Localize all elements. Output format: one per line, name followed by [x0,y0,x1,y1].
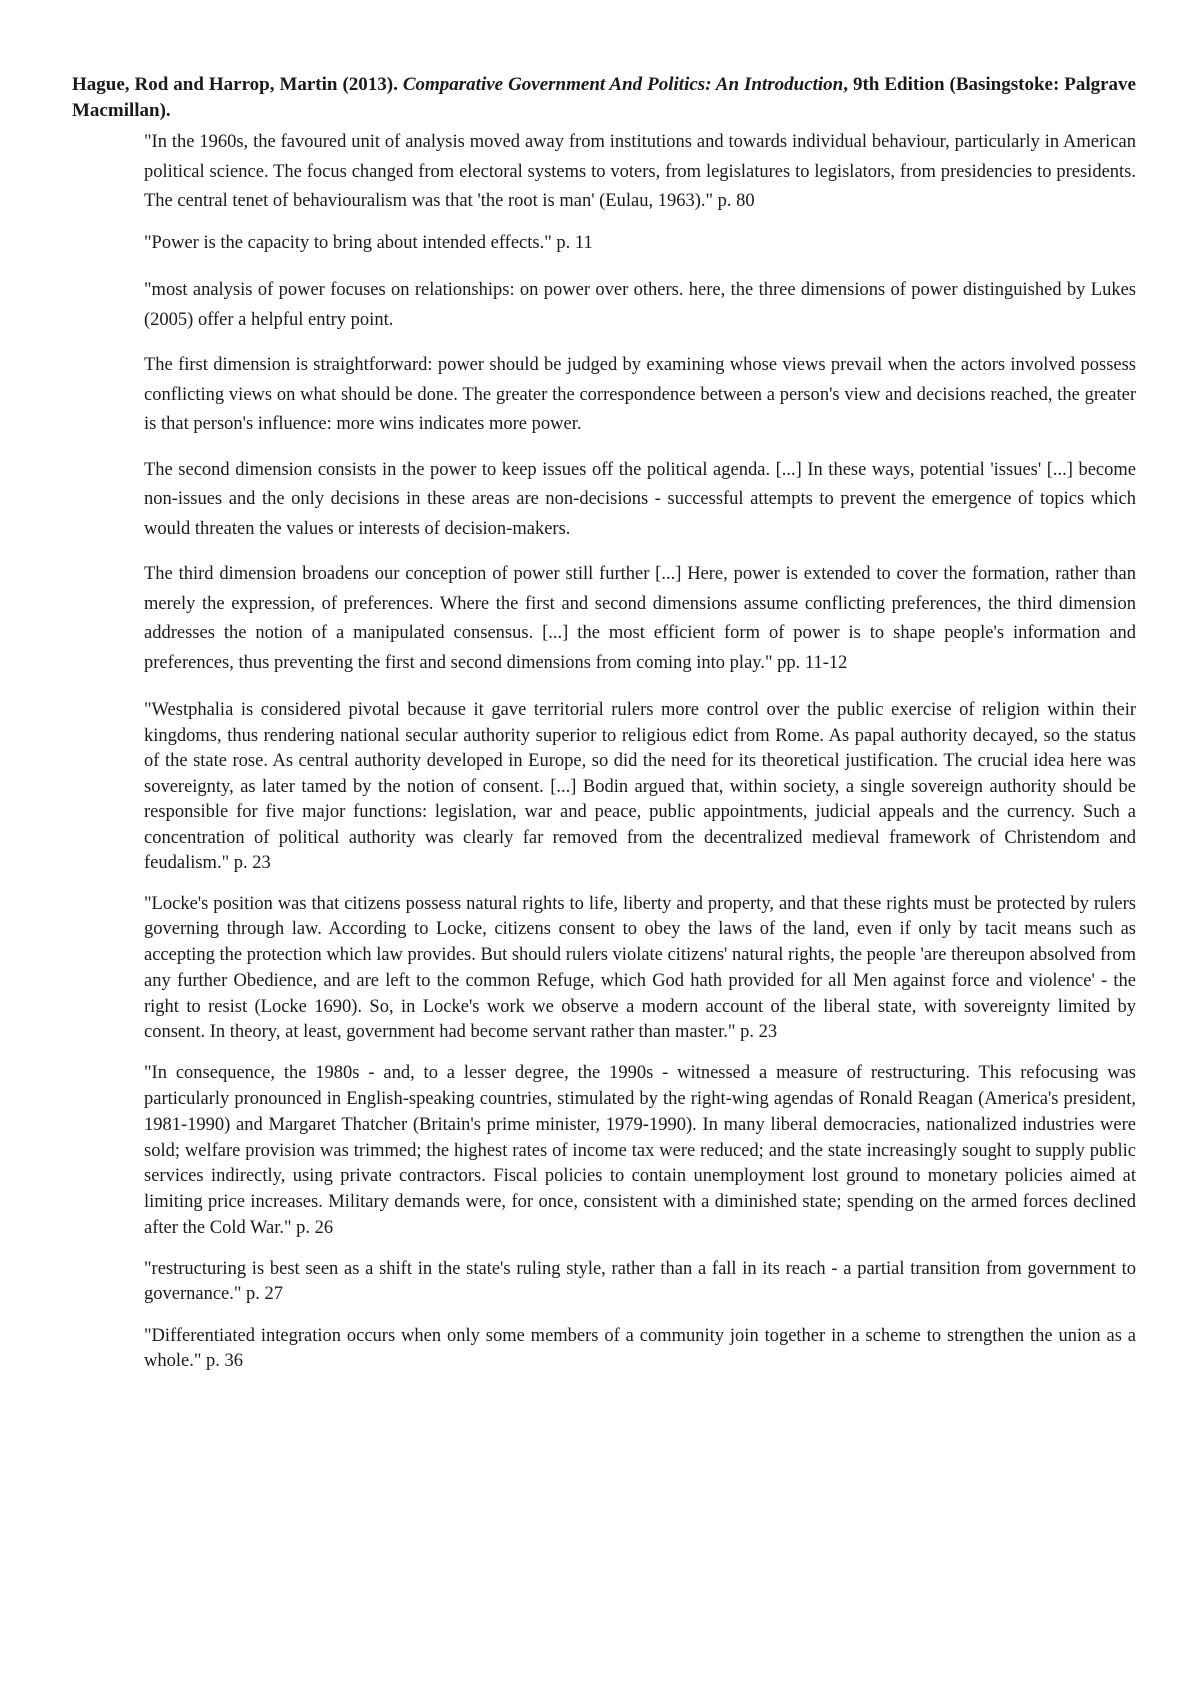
quote-restructuring-1980s: "In consequence, the 1980s - and, to a lesser degree, the 1990s - witnessed a measure of restructuring. This refocusing was particularly pronounced in English-speaking countries, stimulated by the right-wing agendas of Ronald Reagan (America's president, 1981-1990) and Margaret Thatcher (Britain's prime minister, 1979-1990). In many liberal democracies, nationalized industries were sold; welfare provision was trimmed; the highest rates of income tax were reduced; and the state increasingly sought to supply public services indirectly, using private contractors. Fiscal policies to contain unemployment lost ground to monetary policies aimed at limiting price increases. Military demands were, for once, consistent with a diminished state; spending on the armed forces declined after the Cold War." p. 26 [144,1063,1136,1239]
citation-heading [72,72,1136,124]
citation-book-title: Comparative Government And Politics: An Introduction [402,74,844,95]
quote-locke: "Locke's position was that citizens possess natural rights to life, liberty and property, and that these rights must be protected by rulers governing through law. According to Locke, citizens consent to obey the laws of the land, even if only by tacit means such as accepting the protection which law provides. But should rulers violate citizens' natural rights, the people 'are thereupon absolved from any further Obedience, and are left to the common Refuge, which God hath provided for all Men against force and violence' - the right to resist (Locke 1690). So, in Locke's work we observe a modern account of the liberal state, with sovereignty limited by consent. In theory, at least, government had become servant rather than master." p. 23 [144,893,1137,1043]
quote-westphalia: "Westphalia is considered pivotal because it gave territorial rulers more control over the public exercise of religion within their kingdoms, thus rendering national secular authority superior to religious edict from Rome. As papal authority decayed, so the status of the state rose. As central authority developed in Europe, so did the need for its theoretical justification. The crucial idea here was sovereignty, as later tamed by the notion of consent. [...] Bodin argued that, within society, a single sovereign authority should be responsible for five major functions: legislation, war and peace, public appointments, judicial appeals and the currency. Such a concentration of political authority was clearly far removed from the decentralized medieval framework of Christendom and feudalism." p. 23 [144,700,1136,873]
quote-power-definition: "Power is the capacity to bring about intended effects." p. 11 [144,232,593,253]
quote-restructuring-style: "restructuring is best seen as a shift in the state's ruling style, rather than a fall in its reach - a partial transition from government to governance." p. 27 [144,1258,1136,1305]
citation-authors: Hague, Rod and Harrop, Martin (2013). [72,74,398,95]
quote-second-dimension: The second dimension consists in the power to keep issues off the political agenda. [...] In these ways, potential 'issues' [...] become non-issues and the only decisions in these areas are non-decisions - successful attempts to prevent the emergence of topics which would threaten the values or interests of decision-makers. [144,459,1136,539]
quote-differentiated-integration: "Differentiated integration occurs when only some members of a community join together in a scheme to strengthen the union as a whole." p. 36 [144,1325,1136,1372]
citation-edition: , 9th Edition (Basingstoke: Palgrave Macmillan). [72,74,1136,121]
document-page [72,72,1136,1375]
quote-first-dimension: The first dimension is straightforward: power should be judged by examining whose views prevail when the actors involved possess conflicting views on what should be done. The greater the correspondence between a person's view and decisions reached, the greater is that person's influence: more wins indicates more power. [144,355,1136,434]
quote-power-relationships: "most analysis of power focuses on relationships: on power over others. here, the three dimensions of power distinguished by Lukes (2005) offer a helpful entry point. [144,280,1136,330]
quote-behaviouralism: "In the 1960s, the favoured unit of analysis moved away from institutions and towards individual behaviour, particularly in American political science. The focus changed from electoral systems to voters, from legislatures to legislators, from presidencies to presidents. The central tenet of behaviouralism was that 'the root is man' (Eulau, 1963)." p. 80 [144,132,1136,211]
quote-third-dimension: The third dimension broadens our conception of power still further [...] Here, power is extended to cover the formation, rather than merely the expression, of preferences. Where the first and second dimensions assume conflicting preferences, the third dimension addresses the notion of a manipulated consensus. [...] the most efficient form of power is to shape people's information and preferences, thus preventing the first and second dimensions from coming into play." pp. 11-12 [144,564,1136,673]
